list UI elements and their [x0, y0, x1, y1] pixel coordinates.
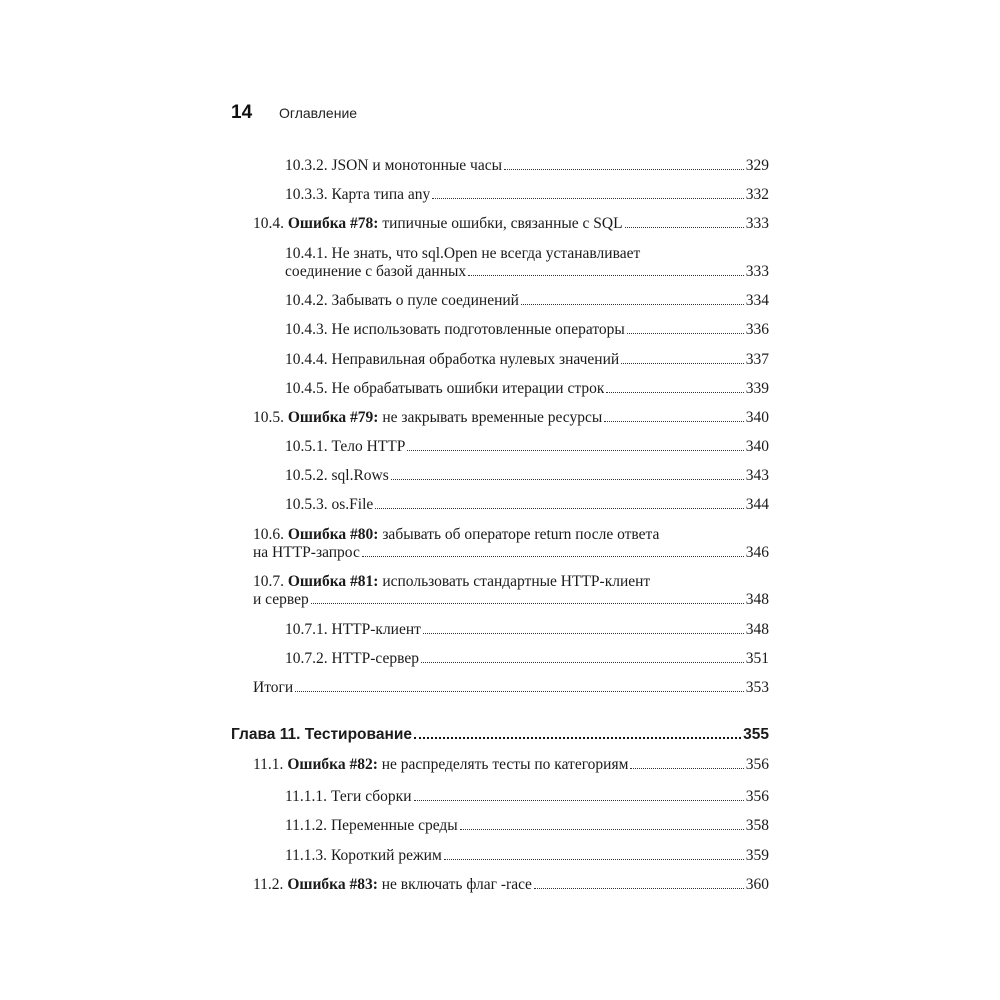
entry-title-group [285, 438, 405, 456]
entry-number: 10.4.3. [285, 321, 328, 338]
mistake-label: Ошибка #78: [287, 215, 379, 232]
entry-row [285, 380, 769, 398]
entry-page-number: 340 [745, 409, 769, 426]
entry-title-continuation: и сервер [253, 591, 309, 608]
entry-title-group [285, 650, 419, 668]
entry-row [285, 621, 769, 639]
toc-entry[interactable] [231, 573, 769, 609]
entry-title-group [253, 679, 293, 697]
dot-leader [604, 421, 744, 422]
entry-page-number: 360 [745, 876, 769, 893]
dot-leader [407, 450, 743, 451]
dot-leader [414, 737, 741, 739]
entry-title-group [285, 467, 389, 485]
entry-title: Теги сборки [330, 788, 412, 805]
entry-title-group [285, 380, 604, 398]
entry-row [253, 215, 769, 233]
entry-row [285, 650, 769, 668]
entry-page-number: 334 [745, 292, 769, 309]
toc-entry[interactable] [231, 817, 769, 835]
entry-title-group [231, 726, 412, 744]
entry-page-number: 344 [745, 496, 769, 513]
entry-title: Карта типа any [331, 186, 431, 203]
dot-leader [460, 829, 744, 830]
entry-number: 10.7.1. [285, 621, 328, 638]
entry-row [253, 756, 769, 774]
entry-row [253, 679, 769, 697]
entry-page-number: 346 [745, 544, 769, 561]
entry-page-number: 333 [745, 263, 769, 280]
toc-entry[interactable] [231, 245, 769, 281]
dot-leader [432, 198, 743, 199]
mistake-label: Ошибка #82: [287, 756, 378, 773]
entry-title: HTTP-сервер [331, 650, 419, 667]
mistake-label: Ошибка #79: [287, 409, 379, 426]
entry-number: 10.7.2. [285, 650, 328, 667]
entry-title-group [253, 876, 532, 894]
toc-entry[interactable] [231, 788, 769, 806]
dot-leader [606, 392, 743, 393]
entry-row [285, 186, 769, 204]
dot-leader [311, 603, 744, 604]
entry-title: HTTP-клиент [331, 621, 421, 638]
entry-title-group [285, 496, 373, 514]
entry-title: использовать стандартные HTTP-клиент [382, 573, 651, 590]
entry-title-group [253, 756, 628, 774]
toc-entry[interactable] [231, 496, 769, 514]
toc-entry[interactable] [231, 876, 769, 894]
entry-row [285, 817, 769, 835]
page-header [231, 102, 357, 124]
entry-page-number: 358 [745, 817, 769, 834]
entry-title-line [253, 573, 769, 591]
entry-title-line [285, 245, 769, 263]
dot-leader [630, 768, 743, 769]
entry-title: не закрывать временные ресурсы [382, 409, 603, 426]
entry-page-number: 337 [745, 351, 769, 368]
entry-row [285, 467, 769, 485]
dot-leader [468, 275, 744, 276]
toc-entry[interactable] [231, 756, 769, 774]
entry-row [231, 726, 769, 744]
entry-number: 10.5.2. [285, 467, 328, 484]
entry-title: Забывать о пуле соединений [331, 292, 519, 309]
toc-entry[interactable] [231, 321, 769, 339]
entry-number: 10.6. [253, 526, 284, 543]
entry-row [285, 321, 769, 339]
dot-leader [375, 508, 743, 509]
entry-row [285, 438, 769, 456]
dot-leader [625, 227, 744, 228]
entry-title: не включать флаг -race [381, 876, 532, 893]
entry-title: забывать об операторе return после ответа [382, 526, 660, 543]
entry-page-number: 329 [745, 157, 769, 174]
entry-page-number: 348 [745, 591, 769, 608]
entry-number: 11.1.3. [285, 847, 328, 864]
entry-page-number: 332 [745, 186, 769, 203]
entry-number: 10.4.2. [285, 292, 328, 309]
entry-page-number: 339 [745, 380, 769, 397]
dot-leader [621, 363, 744, 364]
toc-entry[interactable] [231, 292, 769, 310]
toc-entry[interactable] [231, 679, 769, 697]
entry-number: 11.1. [253, 756, 284, 773]
entry-number: 10.7. [253, 573, 284, 590]
mistake-label: Ошибка #83: [287, 876, 378, 893]
entry-title: Не знать, что sql.Open не всегда устанавливает [331, 245, 641, 262]
entry-title: Переменные среды [330, 817, 458, 834]
toc-chapter-entry[interactable] [231, 726, 769, 744]
entry-number: 10.3.2. [285, 157, 328, 174]
running-title: Оглавление [279, 105, 358, 121]
entry-number: 11.2. [253, 876, 284, 893]
entry-title-group [253, 409, 602, 427]
entry-page-number: 340 [745, 438, 769, 455]
entry-page-number: 343 [745, 467, 769, 484]
entry-page-number: 355 [743, 726, 769, 743]
toc-entry[interactable] [231, 215, 769, 233]
entry-title-group [285, 157, 502, 175]
toc-entry[interactable] [231, 526, 769, 562]
dot-leader [627, 333, 744, 334]
entry-row [285, 351, 769, 369]
toc-entry[interactable] [231, 186, 769, 204]
dot-leader [521, 304, 744, 305]
entry-row [285, 157, 769, 175]
entry-row [285, 788, 769, 806]
entry-title-continuation: соединение с базой данных [285, 263, 467, 280]
entry-row [253, 591, 769, 609]
dot-leader [414, 800, 744, 801]
dot-leader [504, 169, 744, 170]
entry-title: os.File [331, 496, 374, 513]
entry-title-group [285, 351, 619, 369]
entry-number: 10.5.1. [285, 438, 328, 455]
entry-title-group [285, 292, 519, 310]
entry-title: Неправильная обработка нулевых значений [331, 351, 620, 368]
entry-number: 11.1.2. [285, 817, 328, 834]
entry-page-number: 356 [745, 756, 769, 773]
dot-leader [391, 479, 744, 480]
toc-entry[interactable] [231, 650, 769, 668]
entry-row [253, 876, 769, 894]
entry-row [285, 292, 769, 310]
toc-entry[interactable] [231, 438, 769, 456]
dot-leader [295, 691, 744, 692]
entry-title: sql.Rows [331, 467, 389, 484]
dot-leader [362, 556, 744, 557]
entry-row [285, 496, 769, 514]
entry-number: 10.5.3. [285, 496, 328, 513]
entry-number: 10.4.5. [285, 380, 328, 397]
entry-row [253, 409, 769, 427]
entry-page-number: 356 [745, 788, 769, 805]
dot-leader [444, 859, 744, 860]
toc-entry[interactable] [231, 351, 769, 369]
entry-number: 10.4. [253, 215, 284, 232]
entry-page-number: 351 [745, 650, 769, 667]
dot-leader [534, 888, 744, 889]
entry-row [253, 544, 769, 562]
mistake-label: Ошибка #81: [287, 573, 379, 590]
entry-number: 10.3.3. [285, 186, 328, 203]
entry-row [285, 263, 769, 281]
entry-title: Не использовать подготовленные операторы [331, 321, 625, 338]
dot-leader [421, 662, 744, 663]
entry-title: не распределять тесты по категориям [381, 756, 629, 773]
toc-entry[interactable] [231, 409, 769, 427]
entry-page-number: 336 [745, 321, 769, 338]
mistake-label: Ошибка #80: [287, 526, 379, 543]
entry-page-number: 353 [745, 679, 769, 696]
toc-entry[interactable] [231, 847, 769, 865]
entry-title: Тело HTTP [331, 438, 406, 455]
entry-title: Не обрабатывать ошибки итерации строк [331, 380, 605, 397]
entry-page-number: 359 [745, 847, 769, 864]
entry-title-line [253, 526, 769, 544]
entry-number: 10.4.4. [285, 351, 328, 368]
entry-page-number: 348 [745, 621, 769, 638]
entry-title-group [253, 215, 623, 233]
entry-title: Итоги [253, 679, 294, 696]
toc-entry[interactable] [231, 157, 769, 175]
toc-entry[interactable] [231, 621, 769, 639]
entry-title-group [285, 621, 421, 639]
entry-number: 10.4.1. [285, 245, 328, 262]
entry-title: Глава 11. Тестирование [231, 726, 412, 743]
entry-title: Короткий режим [330, 847, 442, 864]
entry-title-group [285, 847, 442, 865]
page-number: 14 [231, 102, 253, 123]
entry-title-group [285, 788, 412, 806]
entry-title-group [285, 321, 625, 339]
entry-title: типичные ошибки, связанные с SQL [382, 215, 623, 232]
toc-entry[interactable] [231, 467, 769, 485]
entry-page-number: 333 [745, 215, 769, 232]
entry-title: JSON и монотонные часы [331, 157, 503, 174]
entry-number: 11.1.1. [285, 788, 328, 805]
entry-title-continuation: на HTTP-запрос [253, 544, 360, 561]
entry-title-group [285, 817, 458, 835]
toc-entry[interactable] [231, 380, 769, 398]
dot-leader [423, 633, 744, 634]
entry-number: 10.5. [253, 409, 284, 426]
entry-row [285, 847, 769, 865]
entry-title-group [285, 186, 430, 204]
